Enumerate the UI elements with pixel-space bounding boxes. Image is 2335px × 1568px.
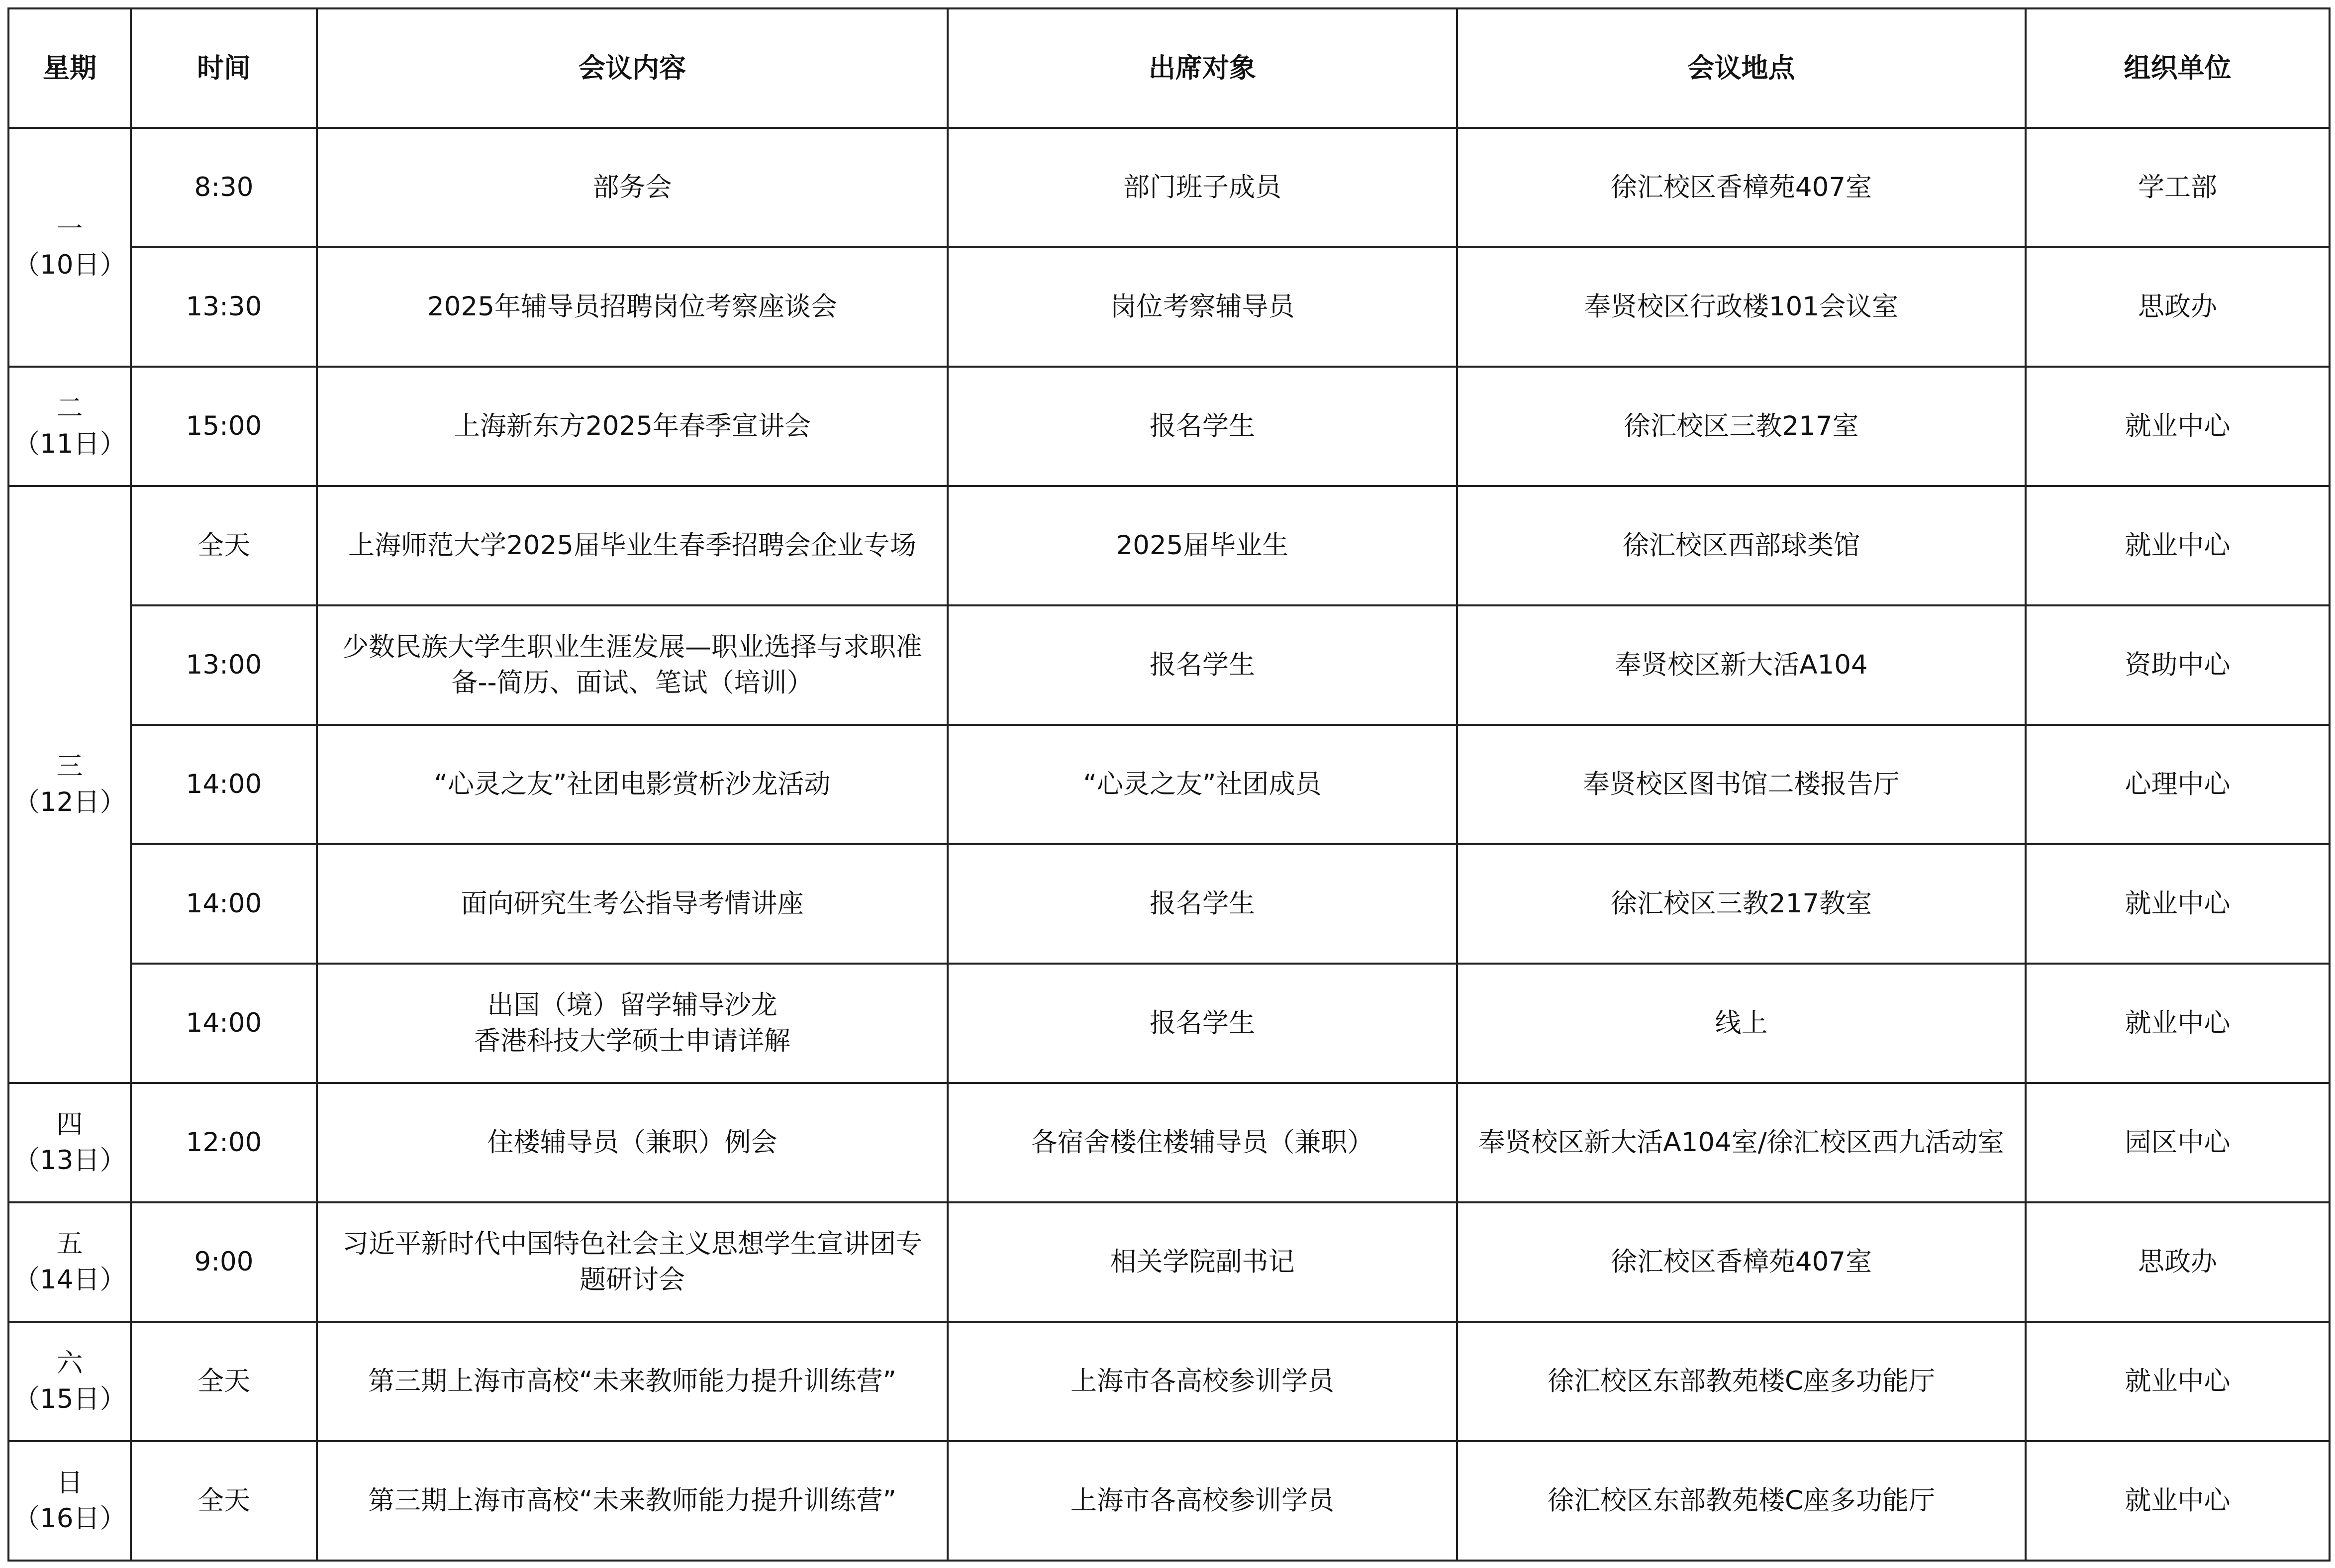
meeting-location: 奉贤校区行政楼101会议室 bbox=[1457, 247, 2026, 367]
meeting-attendees: 各宿舍楼住楼辅导员（兼职） bbox=[948, 1083, 1457, 1202]
meeting-organizer: 园区中心 bbox=[2026, 1083, 2330, 1202]
meeting-location: 徐汇校区西部球类馆 bbox=[1457, 486, 2026, 605]
weekday-cell: 六 （15日） bbox=[8, 1322, 131, 1441]
meeting-time: 12:00 bbox=[131, 1083, 317, 1202]
meeting-content: 住楼辅导员（兼职）例会 bbox=[317, 1083, 948, 1202]
meeting-organizer: 就业中心 bbox=[2026, 1441, 2330, 1561]
header-time: 时间 bbox=[131, 8, 317, 128]
meeting-organizer: 就业中心 bbox=[2026, 844, 2330, 964]
meeting-location: 奉贤校区新大活A104室/徐汇校区西九活动室 bbox=[1457, 1083, 2026, 1202]
meeting-content: 习近平新时代中国特色社会主义思想学生宣讲团专题研讨会 bbox=[317, 1202, 948, 1322]
meeting-location: 徐汇校区东部教苑楼C座多功能厅 bbox=[1457, 1322, 2026, 1441]
meeting-attendees: 报名学生 bbox=[948, 367, 1457, 486]
meeting-location: 奉贤校区新大活A104 bbox=[1457, 605, 2026, 725]
table-row bbox=[8, 128, 2330, 247]
meeting-location: 徐汇校区三教217教室 bbox=[1457, 844, 2026, 964]
meeting-time: 15:00 bbox=[131, 367, 317, 486]
weekday-cell: 四 （13日） bbox=[8, 1083, 131, 1202]
meeting-content: 出国（境）留学辅导沙龙 香港科技大学硕士申请详解 bbox=[317, 964, 948, 1083]
meeting-location: 线上 bbox=[1457, 964, 2026, 1083]
table-row bbox=[8, 486, 2330, 605]
header-content: 会议内容 bbox=[317, 8, 948, 128]
meeting-organizer: 就业中心 bbox=[2026, 486, 2330, 605]
table-row bbox=[8, 1322, 2330, 1441]
table-row bbox=[8, 1083, 2330, 1202]
meeting-content: 上海新东方2025年春季宣讲会 bbox=[317, 367, 948, 486]
meeting-attendees: 上海市各高校参训学员 bbox=[948, 1441, 1457, 1561]
weekday-cell: 五 （14日） bbox=[8, 1202, 131, 1322]
meeting-location: 徐汇校区三教217室 bbox=[1457, 367, 2026, 486]
meeting-attendees: 报名学生 bbox=[948, 964, 1457, 1083]
header-row bbox=[8, 8, 2330, 128]
meeting-attendees: 部门班子成员 bbox=[948, 128, 1457, 247]
table-row bbox=[8, 1202, 2330, 1322]
weekday-cell: 二 （11日） bbox=[8, 367, 131, 486]
meeting-time: 8:30 bbox=[131, 128, 317, 247]
meeting-attendees: 2025届毕业生 bbox=[948, 486, 1457, 605]
table-row bbox=[8, 247, 2330, 367]
meeting-content: 上海师范大学2025届毕业生春季招聘会企业专场 bbox=[317, 486, 948, 605]
header-location: 会议地点 bbox=[1457, 8, 2026, 128]
meeting-organizer: 就业中心 bbox=[2026, 367, 2330, 486]
meeting-time: 全天 bbox=[131, 486, 317, 605]
meeting-organizer: 资助中心 bbox=[2026, 605, 2330, 725]
meeting-time: 13:00 bbox=[131, 605, 317, 725]
table-row bbox=[8, 367, 2330, 486]
meeting-content: “心灵之友”社团电影赏析沙龙活动 bbox=[317, 725, 948, 844]
table-row bbox=[8, 1441, 2330, 1561]
meeting-organizer: 心理中心 bbox=[2026, 725, 2330, 844]
header-weekday: 星期 bbox=[8, 8, 131, 128]
meeting-attendees: 上海市各高校参训学员 bbox=[948, 1322, 1457, 1441]
meeting-time: 全天 bbox=[131, 1441, 317, 1561]
meeting-time: 全天 bbox=[131, 1322, 317, 1441]
meeting-location: 徐汇校区香樟苑407室 bbox=[1457, 1202, 2026, 1322]
schedule-body bbox=[8, 128, 2330, 1561]
meeting-time: 13:30 bbox=[131, 247, 317, 367]
meeting-location: 奉贤校区图书馆二楼报告厅 bbox=[1457, 725, 2026, 844]
meeting-content: 少数民族大学生职业生涯发展—职业选择与求职准备--简历、面试、笔试（培训） bbox=[317, 605, 948, 725]
meeting-content: 第三期上海市高校“未来教师能力提升训练营” bbox=[317, 1322, 948, 1441]
meeting-content: 2025年辅导员招聘岗位考察座谈会 bbox=[317, 247, 948, 367]
meeting-attendees: 岗位考察辅导员 bbox=[948, 247, 1457, 367]
table-row bbox=[8, 844, 2330, 964]
weekday-cell: 三 （12日） bbox=[8, 486, 131, 1083]
meeting-organizer: 就业中心 bbox=[2026, 964, 2330, 1083]
meeting-content: 第三期上海市高校“未来教师能力提升训练营” bbox=[317, 1441, 948, 1561]
meeting-organizer: 思政办 bbox=[2026, 247, 2330, 367]
meeting-organizer: 就业中心 bbox=[2026, 1322, 2330, 1441]
meeting-time: 9:00 bbox=[131, 1202, 317, 1322]
meeting-location: 徐汇校区东部教苑楼C座多功能厅 bbox=[1457, 1441, 2026, 1561]
meeting-location: 徐汇校区香樟苑407室 bbox=[1457, 128, 2026, 247]
meeting-attendees: 报名学生 bbox=[948, 844, 1457, 964]
header-organizer: 组织单位 bbox=[2026, 8, 2330, 128]
meeting-organizer: 学工部 bbox=[2026, 128, 2330, 247]
weekday-cell: 一 （10日） bbox=[8, 128, 131, 367]
table-row bbox=[8, 964, 2330, 1083]
meeting-time: 14:00 bbox=[131, 964, 317, 1083]
meeting-attendees: 报名学生 bbox=[948, 605, 1457, 725]
table-row bbox=[8, 605, 2330, 725]
table-row bbox=[8, 725, 2330, 844]
meeting-organizer: 思政办 bbox=[2026, 1202, 2330, 1322]
header-attendees: 出席对象 bbox=[948, 8, 1457, 128]
meeting-time: 14:00 bbox=[131, 725, 317, 844]
meeting-content: 面向研究生考公指导考情讲座 bbox=[317, 844, 948, 964]
meeting-attendees: “心灵之友”社团成员 bbox=[948, 725, 1457, 844]
meeting-content: 部务会 bbox=[317, 128, 948, 247]
meeting-attendees: 相关学院副书记 bbox=[948, 1202, 1457, 1322]
weekday-cell: 日 （16日） bbox=[8, 1441, 131, 1561]
meeting-time: 14:00 bbox=[131, 844, 317, 964]
meeting-schedule-table bbox=[7, 7, 2331, 1562]
